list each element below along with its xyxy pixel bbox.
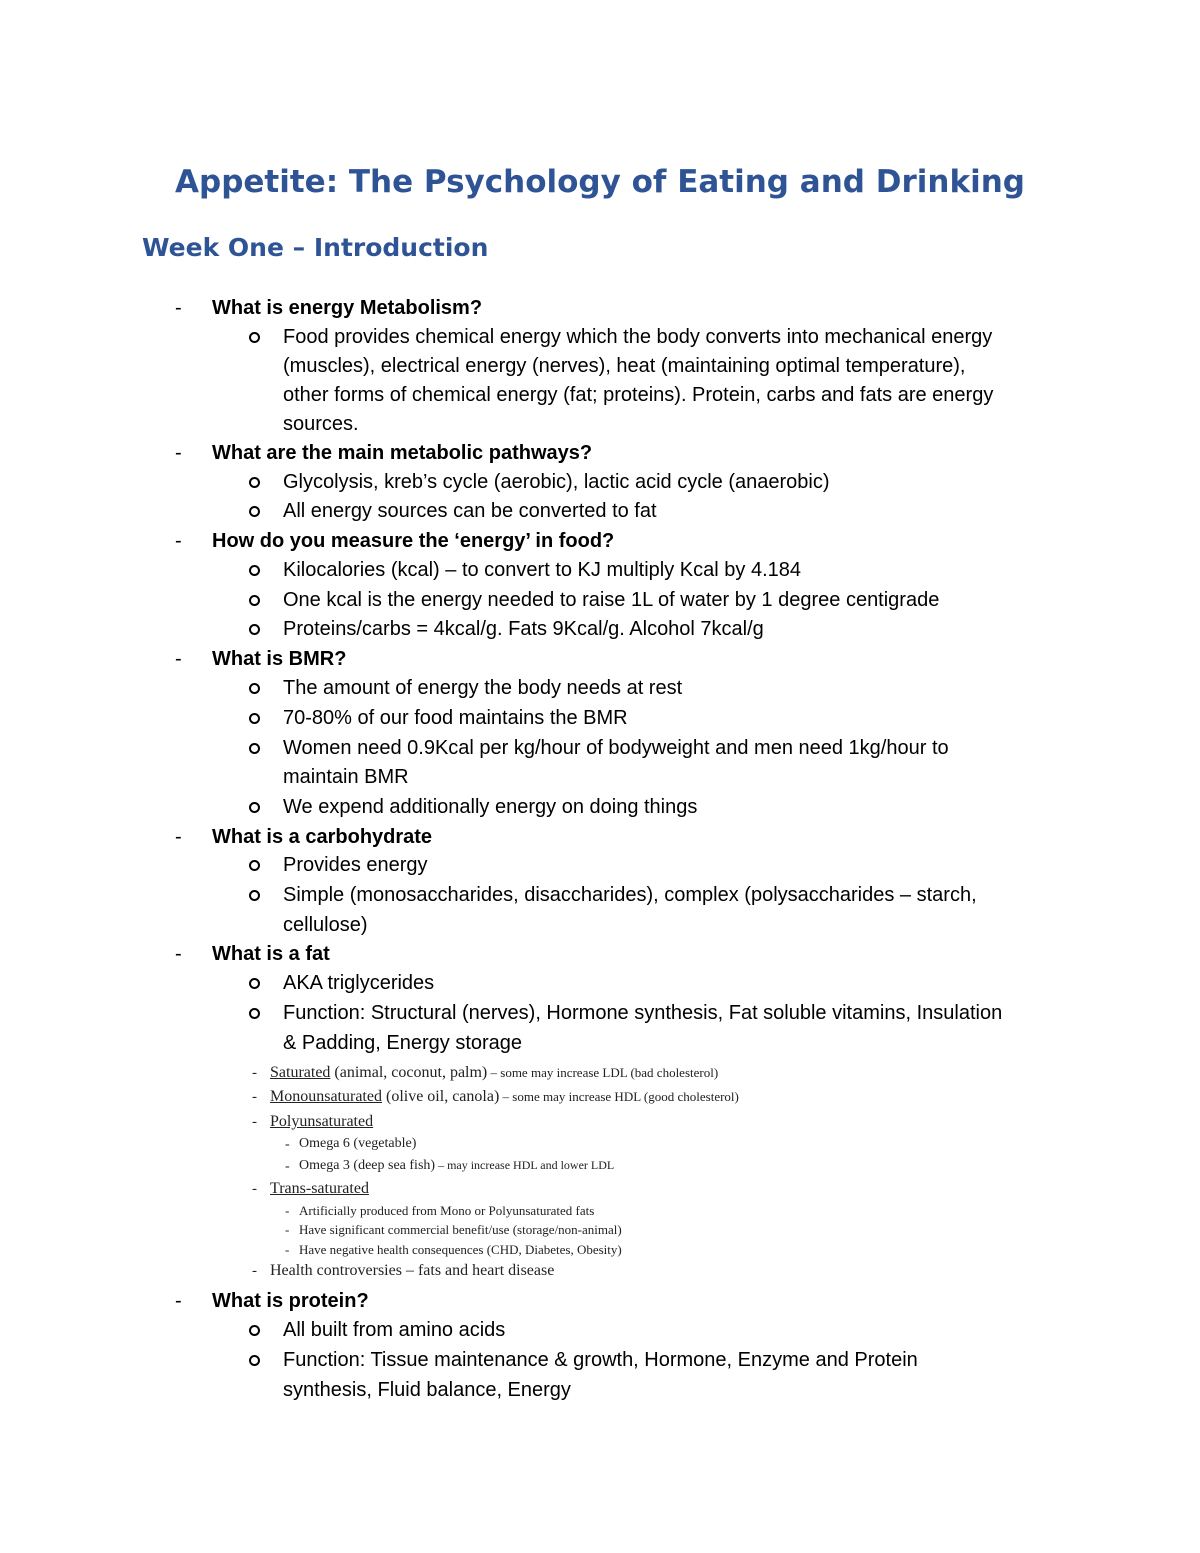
circle-bullet-icon xyxy=(249,506,260,517)
circle-bullet-icon xyxy=(249,978,260,989)
dash-marker: - xyxy=(285,1222,290,1237)
dash-marker: - xyxy=(175,943,182,965)
dash-marker: - xyxy=(252,1065,257,1081)
circle-bullet-icon xyxy=(249,332,260,343)
dash-marker: - xyxy=(285,1159,290,1174)
circle-bullet-icon xyxy=(249,595,260,606)
circle-bullet-icon xyxy=(249,624,260,635)
answer-line: Function: Tissue maintenance & growth, Hormone, Enzyme and Protein xyxy=(283,1349,918,1371)
answer-line: Women need 0.9Kcal per kg/hour of bodyweight and men need 1kg/hour to xyxy=(283,737,949,759)
circle-bullet-icon xyxy=(249,743,260,754)
answer-line: Simple (monosaccharides, disaccharides), complex (polysaccharides – starch, xyxy=(283,884,977,906)
answer-line: The amount of energy the body needs at rest xyxy=(283,677,683,699)
answer-line: All built from amino acids xyxy=(283,1319,506,1341)
question-fat: What is a fat xyxy=(212,943,330,965)
dash-marker: - xyxy=(175,648,182,670)
question-bmr: What is BMR? xyxy=(212,648,347,670)
dash-marker: - xyxy=(285,1137,290,1152)
answer-line: We expend additionally energy on doing things xyxy=(283,796,698,818)
fat-type-trans: Trans-saturated xyxy=(270,1180,369,1197)
answer-line: Function: Structural (nerves), Hormone synthesis, Fat soluble vitamins, Insulation xyxy=(283,1002,1003,1024)
dash-marker: - xyxy=(252,1263,257,1279)
fat-type-saturated: Saturated (animal, coconut, palm) – some may increase LDL (bad cholesterol) xyxy=(270,1064,719,1081)
circle-bullet-icon xyxy=(249,1008,260,1019)
answer-line: Food provides chemical energy which the body converts into mechanical energy xyxy=(283,326,993,348)
fat-type-monounsaturated: Monounsaturated (olive oil, canola) – some may increase HDL (good cholesterol) xyxy=(270,1088,739,1105)
answer-line: Provides energy xyxy=(283,854,428,876)
circle-bullet-icon xyxy=(249,890,260,901)
dash-marker: - xyxy=(175,1290,182,1312)
answer-line: One kcal is the energy needed to raise 1L of water by 1 degree centigrade xyxy=(283,589,940,611)
dash-marker: - xyxy=(252,1181,257,1197)
dash-marker: - xyxy=(175,297,182,319)
circle-bullet-icon xyxy=(249,713,260,724)
omega-6-item: Omega 6 (vegetable) xyxy=(299,1136,417,1151)
question-pathways: What are the main metabolic pathways? xyxy=(212,442,593,464)
question-energy: What is energy Metabolism? xyxy=(212,297,483,319)
dash-marker: - xyxy=(252,1089,257,1105)
fat-type-polyunsaturated: Polyunsaturated xyxy=(270,1113,374,1130)
trans-fat-item: Artificially produced from Mono or Polyunsaturated fats xyxy=(299,1203,595,1218)
document-title: Appetite: The Psychology of Eating and Drinking xyxy=(175,164,1025,200)
circle-bullet-icon xyxy=(249,565,260,576)
circle-bullet-icon xyxy=(249,1325,260,1336)
dash-marker: - xyxy=(285,1242,290,1257)
dash-marker: - xyxy=(175,826,182,848)
dash-marker: - xyxy=(252,1114,257,1130)
answer-line: Kilocalories (kcal) – to convert to KJ multiply Kcal by 4.184 xyxy=(283,559,801,581)
answer-line: (muscles), electrical energy (nerves), heat (maintaining optimal temperature), xyxy=(283,355,966,377)
answer-line: 70-80% of our food maintains the BMR xyxy=(283,707,628,729)
trans-fat-item: Have significant commercial benefit/use (storage/non-animal) xyxy=(299,1222,622,1237)
answer-line: synthesis, Fluid balance, Energy xyxy=(283,1379,571,1401)
dash-marker: - xyxy=(175,530,182,552)
answer-line: Glycolysis, kreb’s cycle (aerobic), lactic acid cycle (anaerobic) xyxy=(283,471,830,493)
question-measure: How do you measure the ‘energy’ in food? xyxy=(212,530,615,552)
answer-line: Proteins/carbs = 4kcal/g. Fats 9Kcal/g. Alcohol 7kcal/g xyxy=(283,618,764,640)
answer-line: & Padding, Energy storage xyxy=(283,1032,523,1054)
circle-bullet-icon xyxy=(249,1355,260,1366)
circle-bullet-icon xyxy=(249,802,260,813)
answer-line: maintain BMR xyxy=(283,766,409,788)
question-carbohydrate: What is a carbohydrate xyxy=(212,826,433,848)
trans-fat-item: Have negative health consequences (CHD, Diabetes, Obesity) xyxy=(299,1242,622,1257)
answer-line: All energy sources can be converted to fat xyxy=(283,500,657,522)
dash-marker: - xyxy=(175,442,182,464)
answer-line: other forms of chemical energy (fat; proteins). Protein, carbs and fats are energy xyxy=(283,384,994,406)
circle-bullet-icon xyxy=(249,477,260,488)
answer-line: cellulose) xyxy=(283,914,368,936)
fat-controversy-item: Health controversies – fats and heart disease xyxy=(270,1262,555,1279)
circle-bullet-icon xyxy=(249,860,260,871)
question-protein: What is protein? xyxy=(212,1290,369,1312)
answer-line: sources. xyxy=(283,413,359,435)
circle-bullet-icon xyxy=(249,683,260,694)
dash-marker: - xyxy=(285,1203,290,1218)
section-heading: Week One – Introduction xyxy=(142,233,489,262)
answer-line: AKA triglycerides xyxy=(283,972,435,994)
omega-3-item: Omega 3 (deep sea fish) – may increase HDL and lower LDL xyxy=(299,1158,615,1173)
